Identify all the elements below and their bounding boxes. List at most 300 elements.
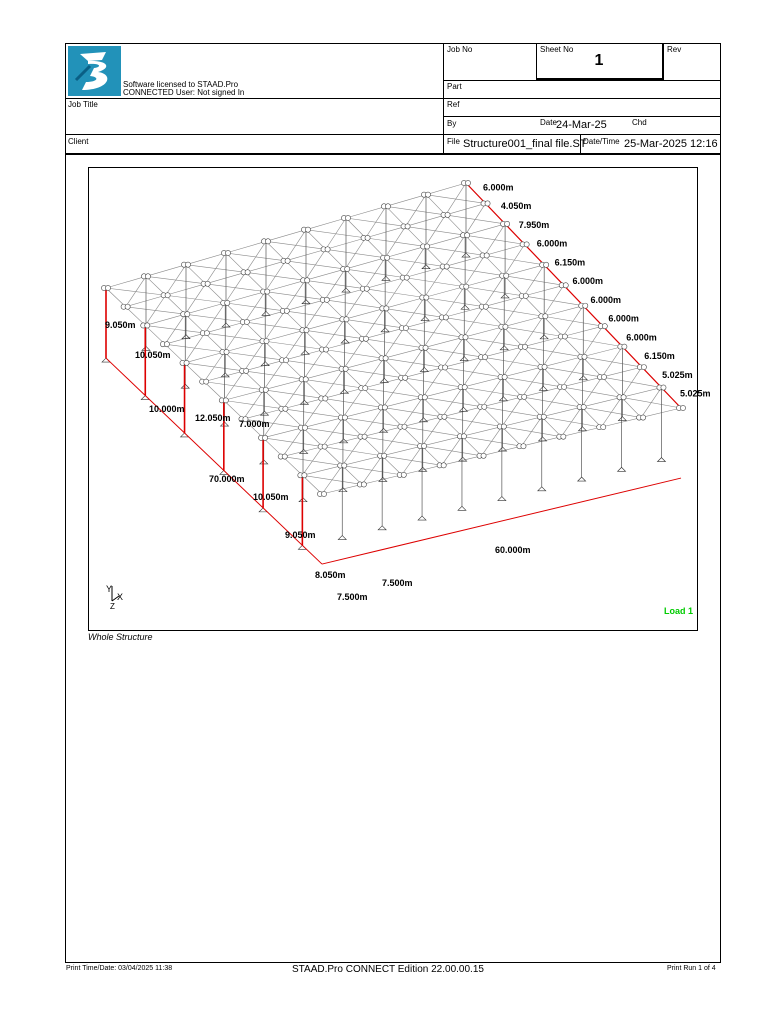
roof-beam — [286, 249, 326, 260]
dimension-label-left: 9.050m — [285, 530, 316, 540]
edition-text: STAAD.Pro CONNECT Edition 22.00.00.15 — [292, 964, 484, 975]
roof-beam — [186, 253, 226, 265]
node-marker — [145, 274, 150, 279]
node-marker — [382, 405, 387, 410]
node-marker — [442, 414, 447, 419]
node-marker — [583, 303, 588, 308]
node-marker — [443, 315, 448, 320]
support-symbol — [657, 458, 665, 462]
dimension-labels — [105, 182, 711, 602]
roof-beam — [404, 328, 424, 348]
node-marker — [462, 385, 467, 390]
support-symbol — [498, 497, 506, 501]
support-symbol — [618, 467, 626, 471]
roof-beam — [385, 258, 405, 278]
support-symbol — [459, 457, 467, 461]
support-symbol — [382, 276, 390, 280]
roof-beam — [304, 379, 324, 398]
node-marker — [205, 281, 210, 286]
roof-beam — [386, 195, 426, 207]
node-marker — [245, 270, 250, 275]
header-divider-main — [443, 43, 444, 153]
rev-label: Rev — [667, 45, 682, 54]
roof-beam — [145, 325, 165, 344]
roof-beam — [166, 295, 186, 314]
roof-beam — [264, 341, 284, 360]
node-marker — [345, 215, 350, 220]
support-symbol — [539, 386, 547, 390]
job-title-label: Job Title — [68, 100, 98, 109]
node-marker — [424, 295, 429, 300]
roof-beam — [386, 206, 406, 226]
node-marker — [265, 289, 270, 294]
node-marker — [343, 366, 348, 371]
node-marker — [581, 404, 586, 409]
roof-beam — [204, 382, 224, 401]
file-label: File — [447, 137, 460, 146]
roof-beam — [205, 333, 225, 352]
node-marker — [582, 354, 587, 359]
support-symbol — [418, 516, 426, 520]
roof-beam — [206, 284, 226, 303]
roof-beam — [405, 278, 425, 298]
dimension-label-left: 10.050m — [253, 492, 289, 502]
dimension-label-left: 70.000m — [209, 474, 245, 484]
node-marker — [541, 414, 546, 419]
node-marker — [284, 308, 289, 313]
roof-beam — [424, 348, 444, 368]
dimension-label-right: 6.000m — [572, 276, 604, 287]
roof-beam — [524, 296, 544, 316]
support-symbol — [578, 427, 586, 431]
support-symbol — [499, 397, 507, 401]
node-marker — [445, 212, 450, 217]
roof-beam — [244, 371, 264, 390]
node-marker — [224, 349, 229, 354]
node-marker — [425, 192, 430, 197]
license-line1: Software licensed to STAAD.Pro — [123, 80, 239, 89]
node-marker — [204, 379, 209, 384]
datetime-label: Date/Time — [583, 137, 620, 146]
node-marker — [481, 453, 486, 458]
support-symbol — [458, 506, 466, 510]
part-label: Part — [447, 82, 462, 91]
dimension-label-bottom: 60.000m — [495, 545, 531, 555]
node-marker — [441, 463, 446, 468]
roof-beam — [622, 388, 662, 398]
support-symbol — [460, 357, 468, 361]
job-no-label: Job No — [447, 45, 473, 54]
dimension-label-bottom: 7.500m — [337, 592, 368, 602]
axis-z-label: Z — [110, 602, 115, 611]
dimension-label-left: 12.050m — [195, 413, 231, 423]
roof-beam — [106, 288, 126, 307]
roof-beam — [326, 249, 346, 269]
node-marker — [283, 406, 288, 411]
node-marker — [501, 424, 506, 429]
roof-brace — [206, 253, 226, 284]
support-symbol — [500, 346, 508, 350]
node-marker — [504, 273, 509, 278]
node-marker — [485, 201, 490, 206]
roof-beam — [323, 398, 343, 417]
columns — [102, 183, 665, 549]
roof-beam — [225, 303, 245, 322]
dimension-label-bottom: 7.500m — [382, 578, 413, 588]
support-symbol — [338, 536, 346, 540]
node-marker — [105, 285, 110, 290]
node-marker — [264, 339, 269, 344]
node-marker — [321, 491, 326, 496]
support-symbol — [461, 305, 469, 309]
node-marker — [482, 355, 487, 360]
node-marker — [265, 239, 270, 244]
node-marker — [323, 347, 328, 352]
roof-beam — [384, 358, 404, 377]
node-marker — [464, 284, 469, 289]
node-marker — [361, 482, 366, 487]
roof-beam — [226, 241, 266, 253]
roof-beam — [206, 272, 246, 283]
node-marker — [365, 235, 370, 240]
node-marker — [404, 275, 409, 280]
sheet-no-label: Sheet No — [540, 45, 574, 54]
roof-beam — [283, 409, 303, 428]
node-marker — [680, 405, 685, 410]
node-marker — [225, 300, 230, 305]
highlight-top-edge — [466, 183, 681, 408]
roof-beam — [425, 246, 445, 266]
roof-brace — [145, 295, 165, 325]
header-line-by — [443, 116, 721, 117]
node-marker — [561, 384, 566, 389]
node-marker — [403, 326, 408, 331]
node-marker — [322, 444, 327, 449]
node-marker — [401, 472, 406, 477]
roof-beam — [226, 253, 246, 272]
node-marker — [601, 425, 606, 430]
node-marker — [304, 328, 309, 333]
node-marker — [602, 324, 607, 329]
roof-beam — [266, 230, 306, 242]
node-marker — [164, 342, 169, 347]
node-marker — [305, 227, 310, 232]
node-marker — [641, 415, 646, 420]
roof-beam — [185, 303, 225, 314]
roof-beam — [641, 408, 681, 418]
print-time: Print Time/Date: 03/04/2025 11:38 — [66, 965, 173, 972]
node-marker — [463, 335, 468, 340]
roof-beam — [363, 388, 383, 407]
node-marker — [385, 255, 390, 260]
node-marker — [185, 312, 190, 317]
roof-beam — [446, 215, 466, 235]
ref-label: Ref — [447, 100, 460, 109]
dimension-label-right: 6.000m — [482, 182, 514, 193]
dimension-label-left: 10.000m — [149, 404, 185, 414]
roof-beam — [284, 360, 304, 379]
roof-beam — [345, 269, 365, 289]
roof-beam — [324, 350, 344, 369]
dimension-label-right: 6.150m — [554, 257, 586, 268]
roof-beam — [304, 330, 324, 349]
support-symbol — [540, 335, 548, 339]
roof-beam — [426, 195, 446, 215]
support-symbol — [262, 311, 270, 315]
roof-beam — [286, 261, 306, 280]
node-marker — [563, 283, 568, 288]
roof-beam — [444, 317, 464, 337]
dimension-label-left: 10.050m — [135, 350, 171, 360]
node-marker — [403, 375, 408, 380]
roof-beam — [305, 280, 325, 299]
node-marker — [443, 365, 448, 370]
license-line2: CONNECTED User: Not signed In — [123, 88, 245, 97]
roof-brace — [126, 276, 146, 306]
dimension-label-right: 6.000m — [536, 238, 568, 249]
support-symbol — [420, 368, 428, 372]
support-symbol — [578, 477, 586, 481]
node-marker — [362, 434, 367, 439]
support-symbol — [462, 253, 470, 257]
node-marker — [562, 334, 567, 339]
roof-beam — [504, 276, 524, 296]
dimension-label-right: 5.025m — [662, 369, 693, 380]
roof-beam — [364, 339, 384, 358]
roof-beam — [146, 265, 186, 277]
node-marker — [302, 425, 307, 430]
node-marker — [325, 247, 330, 252]
node-marker — [641, 364, 646, 369]
node-marker — [661, 385, 666, 390]
dimension-label-right: 7.950m — [518, 219, 550, 230]
datetime-value: 25-Mar-2025 12:16 — [624, 138, 718, 150]
node-marker — [521, 444, 526, 449]
node-marker — [285, 258, 290, 263]
support-symbol — [421, 317, 429, 321]
structure-view[interactable] — [88, 167, 711, 631]
roof-beam — [225, 292, 265, 303]
node-marker — [543, 314, 548, 319]
node-marker — [145, 323, 150, 328]
node-marker — [425, 244, 430, 249]
node-marker — [421, 443, 426, 448]
roof-beam — [365, 289, 385, 309]
load-label: Load 1 — [664, 606, 694, 616]
roof-beam — [346, 206, 386, 218]
dimension-label-left: 9.050m — [105, 320, 136, 330]
node-marker — [405, 224, 410, 229]
date-label: Date — [540, 118, 557, 127]
axis-x-label: X — [117, 592, 124, 602]
chd-label: Chd — [632, 118, 647, 127]
roof-beam — [225, 352, 245, 371]
node-marker — [482, 404, 487, 409]
roof-beam — [463, 337, 483, 357]
node-marker — [384, 306, 389, 311]
roof-beam — [265, 292, 285, 311]
roof-brace — [246, 241, 266, 272]
support-symbol — [381, 328, 389, 332]
roof-beam — [186, 265, 206, 284]
node-marker — [382, 453, 387, 458]
dimension-label-right: 6.150m — [644, 351, 675, 362]
roof-beam — [185, 363, 205, 382]
node-marker — [342, 415, 347, 420]
node-marker — [601, 374, 606, 379]
axis-triad — [106, 584, 123, 611]
staad-logo — [68, 46, 121, 96]
support-symbol — [579, 376, 587, 380]
support-symbol — [380, 428, 388, 432]
roof-beam — [126, 295, 166, 306]
node-marker — [503, 324, 508, 329]
node-marker — [504, 221, 509, 226]
node-marker — [344, 317, 349, 322]
support-symbol — [538, 487, 546, 491]
roof-beam — [263, 438, 283, 457]
roof-beam — [561, 427, 601, 437]
roof-beam — [245, 322, 265, 341]
roof-brace — [166, 265, 186, 296]
node-marker — [383, 356, 388, 361]
node-marker — [125, 304, 130, 309]
node-marker — [262, 435, 267, 440]
node-marker — [465, 180, 470, 185]
roof-beam — [246, 261, 286, 272]
roof-beam — [384, 308, 404, 328]
roof-beam — [303, 428, 323, 447]
node-marker — [444, 264, 449, 269]
node-marker — [345, 266, 350, 271]
node-marker — [465, 233, 470, 238]
node-marker — [324, 297, 329, 302]
roof-beam — [146, 276, 166, 295]
node-marker — [225, 250, 230, 255]
header-bottom-line — [65, 153, 721, 155]
node-marker — [542, 364, 547, 369]
header-line-client — [65, 134, 721, 135]
node-marker — [184, 360, 189, 365]
node-marker — [385, 204, 390, 209]
roof-beam — [306, 218, 346, 230]
print-run: Print Run 1 of 4 — [667, 965, 716, 972]
node-marker — [364, 286, 369, 291]
node-marker — [363, 386, 368, 391]
support-symbol — [302, 300, 310, 304]
dimension-label-right: 5.025m — [680, 388, 711, 399]
roof-beam — [285, 311, 305, 330]
roof-beam — [406, 226, 426, 246]
dimension-label-right: 4.050m — [500, 201, 532, 212]
dimension-label-right: 6.000m — [626, 332, 657, 343]
view-caption: Whole Structure — [88, 632, 153, 642]
roof-beam — [264, 390, 284, 409]
node-marker — [342, 463, 347, 468]
roof-beam — [484, 307, 504, 327]
roof-beam — [485, 255, 505, 275]
support-symbol — [378, 526, 386, 530]
header-line-part — [443, 80, 721, 81]
node-marker — [165, 293, 170, 298]
roof-beam — [465, 235, 485, 255]
axis-y-label: Y — [106, 584, 113, 594]
node-marker — [244, 319, 249, 324]
node-marker — [303, 377, 308, 382]
by-label: By — [447, 119, 457, 128]
node-marker — [522, 344, 527, 349]
node-marker — [422, 395, 427, 400]
roof-brace — [185, 284, 205, 314]
dimension-label-left: 7.000m — [239, 419, 270, 429]
node-marker — [363, 336, 368, 341]
node-marker — [244, 368, 249, 373]
support-symbol — [342, 288, 350, 292]
roof-beam — [344, 369, 364, 388]
support-symbol — [300, 400, 308, 404]
node-marker — [323, 396, 328, 401]
sheet-no-value: 1 — [594, 52, 604, 69]
roof-beam — [246, 272, 266, 291]
date-value: 24-Mar-25 — [556, 119, 607, 131]
support-symbol — [501, 294, 509, 298]
node-marker — [185, 262, 190, 267]
node-marker — [423, 345, 428, 350]
support-symbol — [618, 417, 626, 421]
roof-beam — [424, 298, 444, 318]
node-marker — [621, 395, 626, 400]
node-marker — [544, 262, 549, 267]
dimension-label-left: 8.050m — [315, 570, 346, 580]
roof-beam — [464, 287, 484, 307]
node-marker — [622, 344, 627, 349]
node-marker — [305, 278, 310, 283]
structure-drawing[interactable] — [89, 168, 711, 630]
node-marker — [282, 454, 287, 459]
roof-beam — [266, 241, 286, 260]
dimension-label-right: 6.000m — [590, 294, 621, 305]
node-marker — [302, 473, 307, 478]
support-symbol — [422, 265, 430, 269]
client-label: Client — [68, 137, 89, 146]
node-marker — [461, 434, 466, 439]
node-marker — [483, 304, 488, 309]
roof-beam — [344, 319, 364, 338]
node-marker — [522, 394, 527, 399]
node-marker — [484, 253, 489, 258]
node-marker — [523, 293, 528, 298]
support-symbol — [341, 339, 349, 343]
roof-beam — [445, 267, 465, 287]
node-marker — [561, 434, 566, 439]
roof-beam — [346, 218, 366, 238]
node-marker — [263, 387, 268, 392]
roof-beam — [185, 314, 205, 333]
frame-members — [106, 183, 681, 494]
file-value: Structure001_final file.ST — [463, 138, 587, 150]
roof-beam — [145, 314, 185, 325]
node-marker — [204, 330, 209, 335]
node-marker — [524, 242, 529, 247]
node-marker — [283, 358, 288, 363]
roof-beam — [166, 284, 206, 295]
roof-beam — [325, 300, 345, 319]
roof-beam — [366, 238, 386, 258]
roof-beam — [306, 230, 326, 250]
header-line-jobtitle — [65, 98, 721, 99]
node-marker — [402, 424, 407, 429]
node-marker — [223, 398, 228, 403]
